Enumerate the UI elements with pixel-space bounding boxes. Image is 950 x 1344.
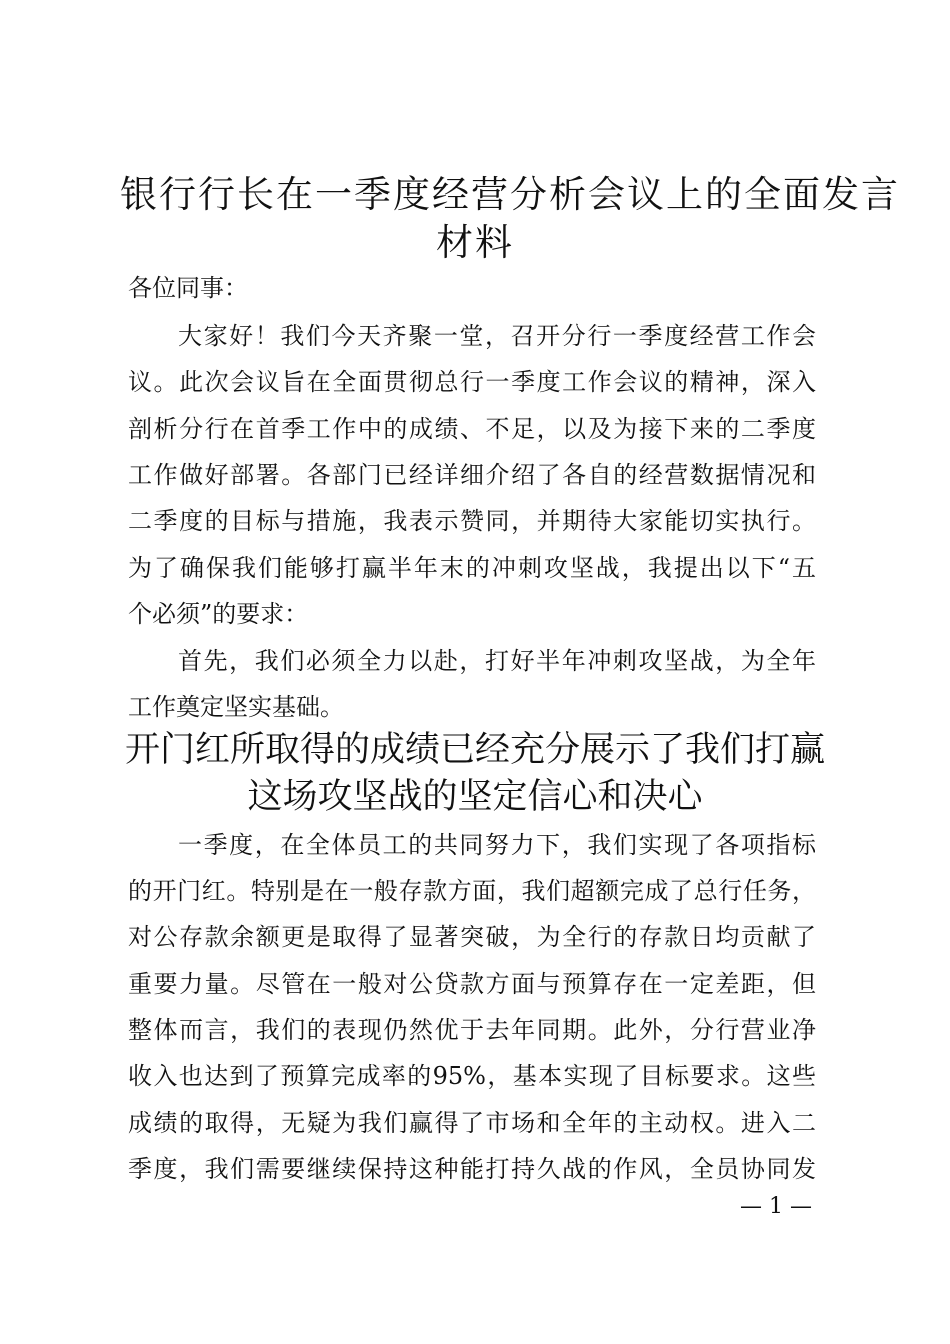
- paragraph-line: 二季度的目标与措施，我表示赞同，并期待大家能切实执行。: [128, 507, 816, 535]
- paragraph-line: 为了确保我们能够打赢半年末的冲刺攻坚战，我提出以下“五: [128, 554, 816, 582]
- paragraph-line: 工作奠定坚实基础。: [128, 693, 344, 721]
- paragraph-line: 对公存款余额更是取得了显著突破，为全行的存款日均贡献了: [128, 923, 816, 951]
- paragraph-line: 季度，我们需要继续保持这种能打持久战的作风，全员协同发: [128, 1155, 816, 1183]
- paragraph-line: 剖析分行在首季工作中的成绩、不足，以及为接下来的二季度: [128, 415, 816, 443]
- paragraph-line: 个必须”的要求：: [128, 600, 309, 628]
- heading-line-2: 这场攻坚战的坚定信心和决心: [247, 777, 703, 817]
- paragraph-line: 议。此次会议旨在全面贯彻总行一季度工作会议的精神，深入: [128, 368, 816, 396]
- paragraph-line: 一季度，在全体员工的共同努力下，我们实现了各项指标: [178, 831, 816, 859]
- paragraph-line: 重要力量。尽管在一般对公贷款方面与预算存在一定差距，但: [128, 970, 816, 998]
- heading-line-1: 开门红所取得的成绩已经充分展示了我们打赢: [124, 730, 825, 770]
- title-line-1: 银行行长在一季度经营分析会议上的全面发言: [120, 173, 900, 216]
- paragraph-line: 工作做好部署。各部门已经详细介绍了各自的经营数据情况和: [128, 461, 816, 489]
- title-line-2: 材料: [436, 221, 514, 264]
- paragraph-line: 首先，我们必须全力以赴，打好半年冲刺攻坚战，为全年: [178, 647, 816, 675]
- paragraph-line: 收入也达到了预算完成率的95%，基本实现了目标要求。这些: [128, 1062, 816, 1090]
- paragraph-line: 大家好！我们今天齐聚一堂，召开分行一季度经营工作会: [178, 322, 816, 350]
- paragraph-line: 的开门红。特别是在一般存款方面，我们超额完成了总行任务，: [128, 877, 816, 905]
- page-number: — 1 —: [740, 1194, 812, 1219]
- paragraph-line: 成绩的取得，无疑为我们赢得了市场和全年的主动权。进入二: [128, 1109, 816, 1137]
- salutation: 各位同事：: [128, 274, 248, 302]
- paragraph-line: 整体而言，我们的表现仍然优于去年同期。此外，分行营业净: [128, 1016, 816, 1044]
